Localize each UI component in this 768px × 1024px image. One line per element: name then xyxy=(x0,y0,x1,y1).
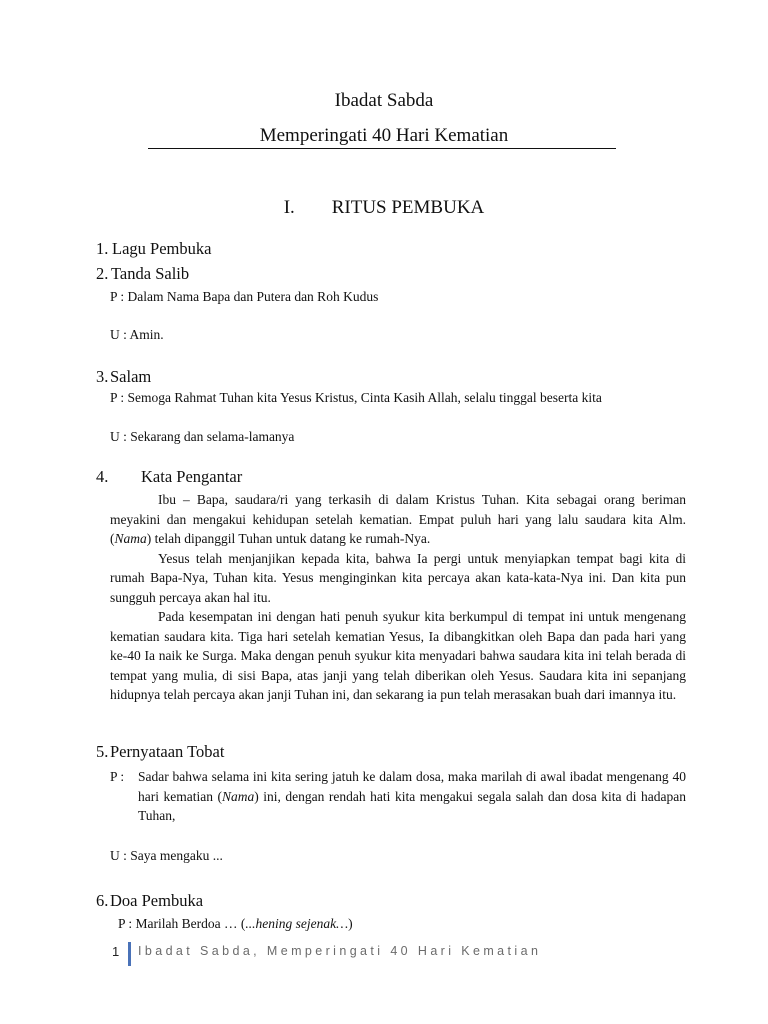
footer-divider xyxy=(128,942,131,966)
tanda-salib-response: U : Amin. xyxy=(110,327,164,342)
section-heading xyxy=(0,197,768,219)
item-salam xyxy=(96,367,151,387)
kata-pengantar-body xyxy=(110,490,686,705)
item-lagu-pembuka xyxy=(96,239,211,259)
item-number: 4. xyxy=(96,467,109,486)
item-number: 3. xyxy=(96,367,109,386)
item-number: 2. xyxy=(96,264,109,283)
tobat-priest xyxy=(110,767,686,826)
paragraph: Yesus telah menjanjikan kepada kita, bahwa Ia pergi untuk menyiapkan tempat bagi kita di rumah Bapa-Nya, Tuhan kita. Yesus menginginkan kita percaya akan kata-kata-Nya ini. Dan kita pun sungguh percaya akan hal itu. xyxy=(110,550,686,605)
item-label: Kata Pengantar xyxy=(141,467,243,486)
tobat-priest-text: Sadar bahwa selama ini kita sering jatuh ke dalam dosa, maka marilah di awal ibadat mengenang 40 hari kematian (Nama) ini, dengan rendah hati kita mengakui segala salah dan dosa kita di hadapan Tuhan, xyxy=(138,769,686,823)
document-title: Ibadat Sabda xyxy=(334,90,434,111)
section-number: I. xyxy=(283,197,295,218)
item-label: Lagu Pembuka xyxy=(112,239,212,258)
item-number: 1. xyxy=(96,239,109,258)
footer-text: Ibadat Sabda, Memperingati 40 Hari Kematian xyxy=(138,944,542,958)
item-pernyataan-tobat xyxy=(96,742,224,762)
page-number: 1 xyxy=(112,944,120,959)
paragraph: Ibu – Bapa, saudara/ri yang terkasih di dalam Kristus Tuhan. Kita sebagai orang beriman meyakini dan mengakui kehidupan setelah kematian. Empat puluh hari yang lalu saudara kita Alm. (Nama) telah dipanggil Tuhan untuk datang ke rumah-Nya. xyxy=(110,492,686,546)
salam-response: U : Sekarang dan selama-lamanya xyxy=(110,429,295,444)
item-label: Pernyataan Tobat xyxy=(110,742,225,761)
item-kata-pengantar xyxy=(96,467,242,487)
tanda-salib-priest: P : Dalam Nama Bapa dan Putera dan Roh Kudus xyxy=(110,289,379,304)
section-label: RITUS PEMBUKA xyxy=(331,197,485,218)
speaker-label: P : xyxy=(110,769,125,784)
tobat-response: U : Saya mengaku ... xyxy=(110,848,223,863)
paragraph: Pada kesempatan ini dengan hati penuh syukur kita berkumpul di tempat ini untuk mengenang kematian saudara kita. Tiga hari setelah kematian Yesus, Ia dibangkitkan oleh Bapa dan pada hari yang ke-40 Ia naik ke Surga. Maka dengan penuh syukur kita menyadari bahwa saudara kita ini telah berada di tempat yang mulia, di sisi Bapa, atas janji yang telah diberikan oleh Yesus. Saudara kita ini sepanjang hidupnya telah percaya akan janji Tuhan ini, dan sekarang ia pun telah merasakan buah dari imannya itu. xyxy=(110,609,686,702)
item-label: Tanda Salib xyxy=(111,264,190,283)
doa-pembuka-priest: P : Marilah Berdoa … (...hening sejenak…) xyxy=(118,916,353,931)
item-tanda-salib xyxy=(96,264,189,284)
item-doa-pembuka xyxy=(96,891,203,911)
document-subtitle: Memperingati 40 Hari Kematian xyxy=(259,125,509,146)
item-label: Doa Pembuka xyxy=(110,891,204,910)
salam-priest: P : Semoga Rahmat Tuhan kita Yesus Kristus, Cinta Kasih Allah, selalu tinggal beserta kita xyxy=(110,390,602,405)
title-underline xyxy=(148,148,616,149)
item-number: 5. xyxy=(96,742,109,761)
item-number: 6. xyxy=(96,891,109,910)
item-label: Salam xyxy=(110,367,152,386)
